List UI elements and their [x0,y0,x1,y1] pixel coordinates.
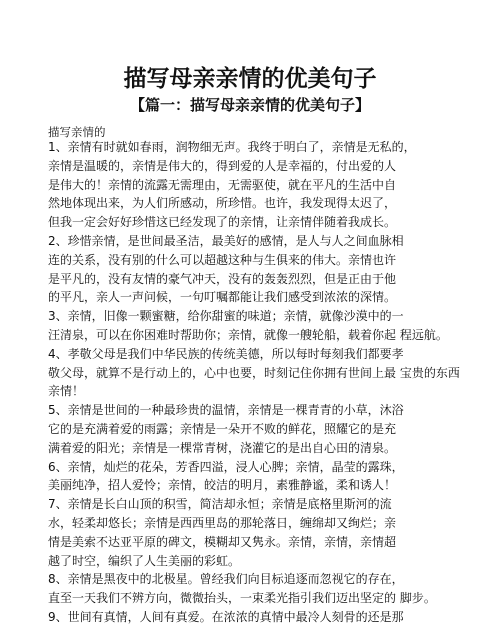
text-line: 然地体现出来，为人们所感动，所珍惜。也许，我发现得太迟了， [48,196,397,211]
text-line: 4、孝敬父母是我们中华民族的传统美德，所以每时每刻我们都要孝 [48,346,404,361]
text-line: 敬父母，就算不是行动上的，心中也要，时刻记住你拥有世间上最 宝贵的东西 [48,365,460,380]
text-line: 它的是充满着爱的雨露；亲情是一朵开不败的鲜花，照耀它的是充 [48,421,397,436]
text-line: 越了时空，编织了人生美丽的彩虹。 [48,553,241,568]
text-line: 亲情是温暖的，亲情是伟大的，得到爱的人是幸福的，付出爱的人 [48,158,397,173]
text-line: 3、亲情，旧像一颗蜜糖，给你甜蜜的味道；亲情，就像沙漠中的一 [48,309,404,324]
text-line: 7、亲情是长白山顶的积雪，简洁却永恒；亲情是底格里斯河的流 [48,497,392,512]
text-line: 1、亲情有时就如春雨，润物细无声。我终于明白了，亲情是无私的， [48,140,416,154]
text-line: 是伟大的！亲情的流露无需理由，无需驱使，就在平凡的生活中自 [48,177,397,192]
text-line: 情是美索不达亚平原的碑文，模糊却又隽永。亲情，亲情，亲情超 [48,534,397,549]
document-title: 描写母亲亲情的优美句子 [123,66,377,92]
text-line: 6、亲情，灿烂的花朵，芳香四溢，浸人心脾；亲情，晶莹的露珠， [48,459,404,474]
text-line: 水，轻柔却悠长；亲情是西西里岛的那轮落日，缠绵却又绚烂；亲 [48,515,397,530]
text-line: 直至一天我们不辨方向，微微抬头，一束柔光指引我们迈出坚定的 脚步。 [48,591,436,606]
text-line: 是平凡的，没有友情的豪气冲天，没有的轰轰烈烈，但是正由于他 [48,271,397,286]
body-text [48,138,500,627]
text-line: 满着爱的阳光；亲情是一棵常青树，浇灌它的是出自心田的清泉。 [48,440,397,455]
text-line: 但我一定会好好珍惜这已经发现了的亲情，让亲情伴随着我成长。 [48,215,397,230]
text-line: 5、亲情是世间的一种最珍贵的温情，亲情是一棵青青的小草，沐浴 [48,403,404,418]
section-heading: 【篇一：描写母亲亲情的优美句子】 [129,96,370,114]
content-label: 描写亲情的 [48,125,106,139]
text-line: 2、珍惜亲情，是世间最圣洁，最美好的感情，是人与人之间血脉相 [48,233,404,248]
text-line: 亲情！ [48,384,85,399]
text-line: 连的关系，没有别的什么可以超越这种与生俱来的伟大。亲情也许 [48,252,397,267]
text-line: 9、世间有真情，人间有真爱。在浓浓的真情中最冷人刻骨的还是那 [48,609,404,624]
text-line: 汪清泉，可以在你困难时帮助你；亲情，就像一艘轮船，载着你起 程远航。 [48,327,448,342]
text-line: 的平凡，亲人一声问候，一句叮嘱都能让我们感受到浓浓的深情。 [48,290,397,305]
text-line: 美丽纯净，招人爱怜；亲情，皎洁的明月，素雅静谧，柔和诱人！ [48,478,397,493]
text-line: 8、亲情是黑夜中的北极星。曾经我们向目标追逐而忽视它的存在， [48,572,404,587]
